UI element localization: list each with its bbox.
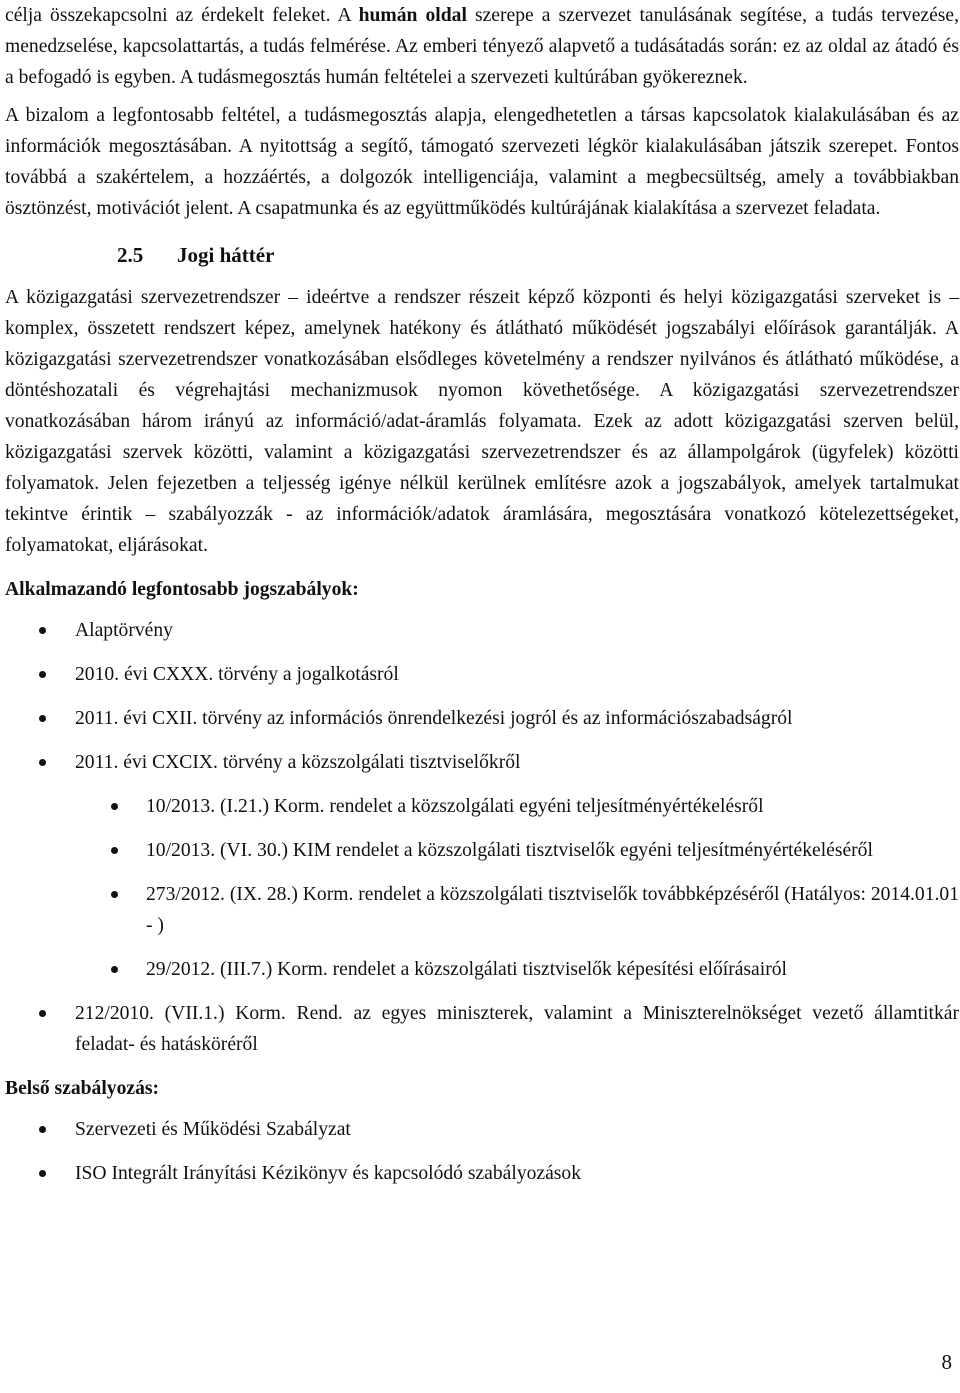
- document-page: [5, 0, 959, 1189]
- list-item: Szervezeti és Működési Szabályzat: [5, 1114, 959, 1145]
- intro-paragraph: célja összekapcsolni az érdekelt feleket. A humán oldal szerepe a szervezet tanulásának segítése, a tudás tervezése, menedzselése, kapcsolattartás, a tudás felmérése. Az emberi tényező alapvető a tudásátadás során: ez az oldal az átadó és a befogadó is egyben. A tudásmegosztás humán feltételei a szervezeti kultúrában gyökereznek.: [5, 5, 960, 88]
- laws-heading: Alkalmazandó legfontosabb jogszabályok:: [5, 579, 359, 600]
- list-item: 29/2012. (III.7.) Korm. rendelet a közszolgálati tisztviselők képesítési előírásairól: [5, 954, 959, 985]
- bullet-icon: [39, 759, 46, 766]
- list-item: 10/2013. (I.21.) Korm. rendelet a közszolgálati egyéni teljesítményértékelésről: [5, 791, 959, 822]
- bullet-icon: [111, 847, 118, 854]
- bullet-icon: [39, 627, 46, 634]
- sub-laws-list: [75, 791, 959, 985]
- section-heading: [117, 240, 959, 270]
- trust-paragraph: A bizalom a legfontosabb feltétel, a tudásmegosztás alapja, elengedhetetlen a társas kapcsolatok kialakulásában és az információk megosztásában. A nyitottság a segítő, támogató szervezeti légkör kialakulásában játszik szerepet. Fontos továbbá a szakértelem, a hozzáértés, a dolgozók intelligenciája, valamint a megbecsültség, amely a továbbiakban ösztönzést, motivációt jelent. A csapatmunka és az együttműködés kultúrájának kialakítása a szervezet feladata.: [5, 105, 959, 219]
- bullet-icon: [39, 1170, 46, 1177]
- internal-heading: Belső szabályozás:: [5, 1078, 160, 1099]
- bullet-icon: [39, 715, 46, 722]
- list-item: 2011. évi CXII. törvény az információs önrendelkezési jogról és az információszabadságról: [5, 703, 959, 734]
- list-item: 212/2010. (VII.1.) Korm. Rend. az egyes miniszterek, valamint a Miniszterelnökséget vezető államtitkár feladat- és hatásköréről: [5, 998, 959, 1060]
- bullet-icon: [39, 1126, 46, 1133]
- list-item: 10/2013. (VI. 30.) KIM rendelet a közszolgálati tisztviselők egyéni teljesítményértékeléséről: [5, 835, 959, 866]
- bullet-icon: [39, 1010, 46, 1017]
- bullet-icon: [111, 803, 118, 810]
- bullet-icon: [111, 966, 118, 973]
- list-item: 2011. évi CXCIX. törvény a közszolgálati tisztviselőkről 10/2013. (I.21.) Korm. rendelet a közszolgálati egyéni teljesítményértékelésről 10/2013. (VI. 30.) KIM rendelet a közszolgálati tisztviselők egyéni teljesítményértékeléséről 273/2012. (IX. 28.) Korm. rendelet a közszolgálati tisztviselők továbbképzéséről (Hatályos: 2014.01.01 - ) 29/2012. (III.7.) Korm. rendelet a közszolgálati tisztviselők képesítési előírásairól: [5, 747, 959, 985]
- legal-paragraph: A közigazgatási szervezetrendszer – ideértve a rendszer részeit képző központi és helyi közigazgatási szerveket is – komplex, összetett rendszert képez, amelynek hatékony és átlátható működését jogszabályi előírások garantálják. A közigazgatási szervezetrendszer vonatkozásában elsődleges követelmény a rendszer nyilvános és átlátható működése, a döntéshozatali és végrehajtási mechanizmusok nyomon követhetősége. A közigazgatási szervezetrendszer vonatkozásában három irányú az információ/adat-áramlás folyamata. Ezek az adott közigazgatási szerven belül, közigazgatási szervek közötti, valamint a közigazgatási szervezetrendszer és az állampolgárok (ügyfelek) közötti folyamatok. Jelen fejezetben a teljesség igénye nélkül kerülnek említésre azok a jogszabályok, amelyek tartalmukat tekintve érintik – szabályozzák - az információk/adatok áramlására, megosztására vonatkozó kötelezettségeket, folyamatokat, eljárásokat.: [5, 287, 959, 556]
- page-number: 8: [941, 1350, 952, 1374]
- list-item: 2010. évi CXXX. törvény a jogalkotásról: [5, 659, 959, 690]
- laws-list: [5, 615, 959, 1060]
- section-title: Jogi háttér: [177, 243, 275, 267]
- list-item: Alaptörvény: [5, 615, 959, 646]
- internal-list: [5, 1114, 959, 1189]
- section-number: 2.5: [117, 243, 144, 267]
- list-item: ISO Integrált Irányítási Kézikönyv és kapcsolódó szabályozások: [5, 1158, 959, 1189]
- list-item: 273/2012. (IX. 28.) Korm. rendelet a közszolgálati tisztviselők továbbképzéséről (Hatályos: 2014.01.01 - ): [5, 879, 959, 941]
- intro-bold-term: humán oldal: [358, 5, 467, 26]
- bullet-icon: [39, 671, 46, 678]
- bullet-icon: [111, 891, 118, 898]
